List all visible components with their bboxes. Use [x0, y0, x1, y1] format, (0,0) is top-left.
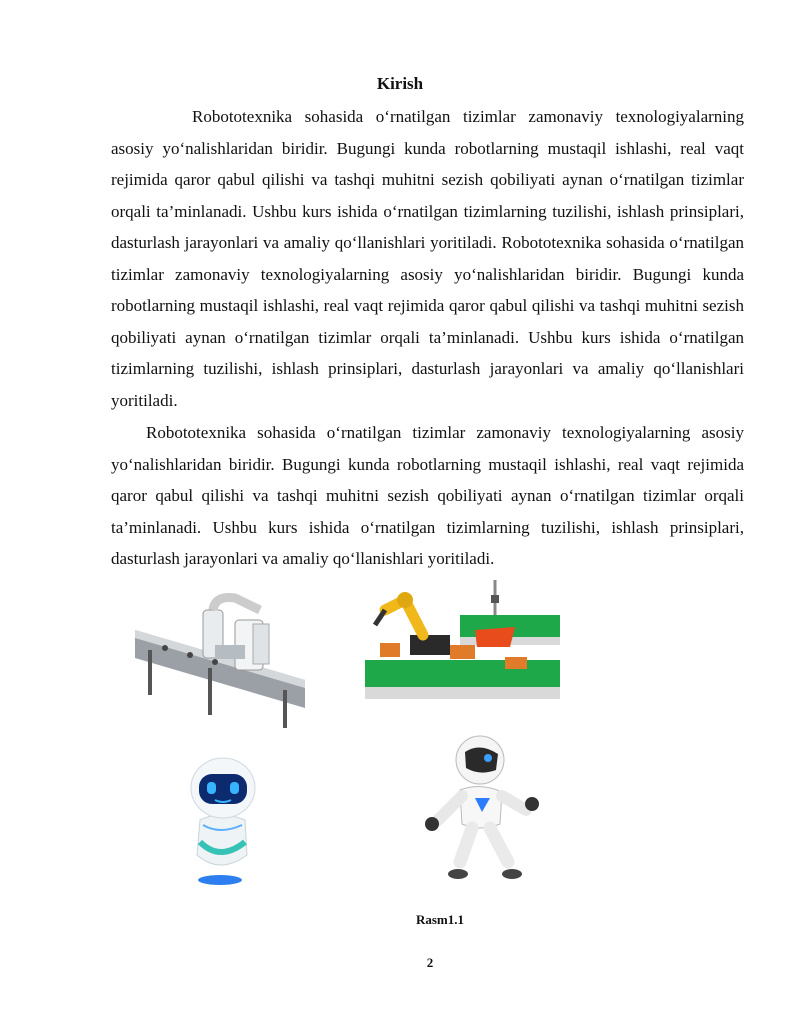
humanoid-robot-image [420, 732, 550, 887]
figure-caption: Rasm1.1 [415, 912, 465, 927]
section-heading: Kirish [376, 74, 424, 93]
assembly-line-robot-image [365, 575, 560, 705]
paragraph-1-block [111, 101, 744, 416]
paragraph-1: Robototexnika sohasida o‘rnatilgan tizimlar zamonaviy texnologiyalarning asosiy yo‘nalishlaridan biridir. Bugungi kunda robotlarning mustaqil ishlashi, real vaqt rejimida qaror qabul qilishi va tashqi muhitni sezish qobiliyati aynan o‘rnatilgan tizimlar orqali ta’minlanadi. Ushbu kurs ishida o‘rnatilgan tizimlarning tuzilishi, ishlash prinsiplari, dasturlash jarayonlari va amaliy qo‘llanishlari yoritiladi. Robototexnika sohasida o‘rnatilgan tizimlar zamonaviy texnologiyalarning asosiy yo‘nalishlaridan biridir. Bugungi kunda robotlarning mustaqil ishlashi, real vaqt rejimida qaror qabul qilishi va tashqi muhitni sezish qobiliyati aynan o‘rnatilgan tizimlar orqali ta’minlanadi. Ushbu kurs ishida o‘rnatilgan tizimlarning tuzilishi, ishlash prinsiplari, dasturlash jarayonlari va amaliy qo‘llanishlari yoritiladi. [111, 107, 744, 410]
service-robot-image [185, 750, 275, 890]
conveyor-robot-image [135, 590, 315, 730]
paragraph-2-block [111, 417, 744, 575]
paragraph-2: Robototexnika sohasida o‘rnatilgan tizimlar zamonaviy texnologiyalarning asosiy yo‘nalishlaridan biridir. Bugungi kunda robotlarning mustaqil ishlashi, real vaqt rejimida qaror qabul qilishi va tashqi muhitni sezish qobiliyati aynan o‘rnatilgan tizimlar orqali ta’minlanadi. Ushbu kurs ishida o‘rnatilgan tizimlarning tuzilishi, ishlash prinsiplari, dasturlash jarayonlari va amaliy qo‘llanishlari yoritiladi. [111, 423, 744, 568]
page-number: 2 [426, 955, 434, 970]
